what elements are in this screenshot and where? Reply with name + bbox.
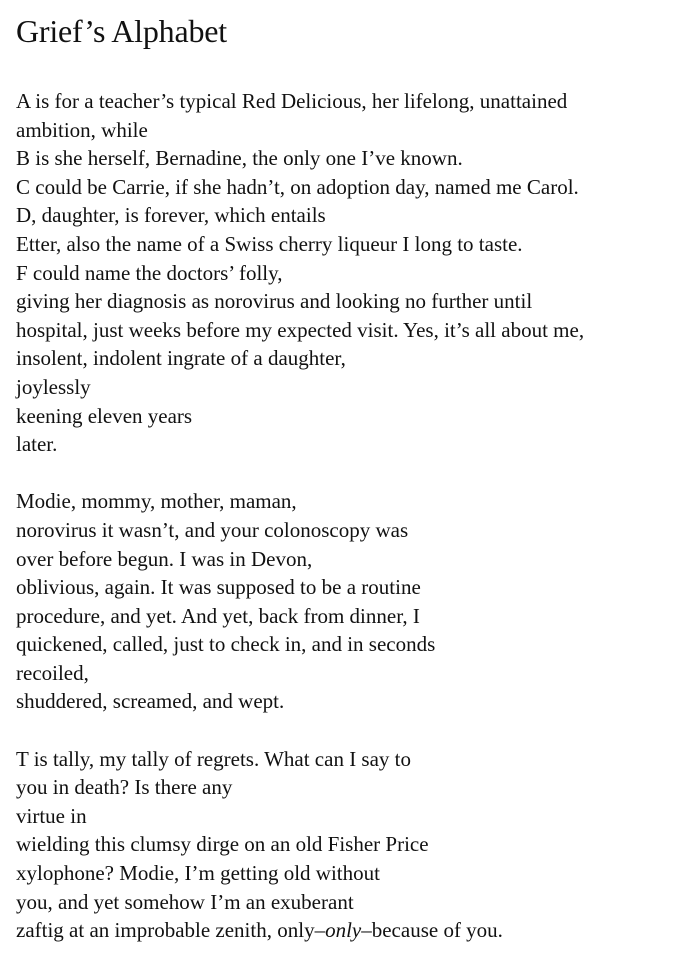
poem-line: A is for a teacher’s typical Red Delicious, her lifelong, unattained (16, 89, 568, 113)
emphasized-word: only (325, 918, 362, 943)
poem-line: norovirus it wasn’t, and your colonoscopy was (16, 517, 409, 542)
poem-line: recoiled, (16, 660, 89, 685)
poem (16, 14, 672, 973)
poem-line: keening eleven years (16, 403, 193, 428)
poem-line: insolent, indolent ingrate of a daughter, (16, 346, 346, 371)
poem-line: B is she herself, Bernadine, the only one I’ve known. (16, 146, 463, 171)
poem-line: Etter, also the name of a Swiss cherry liqueur I long to taste. (16, 231, 523, 256)
poem-line: C could be Carrie, if she hadn’t, on adoption day, named me Carol. (16, 174, 579, 199)
stanza-3 (16, 745, 672, 945)
poem-last-line (16, 916, 672, 945)
poem-line: hospital, just weeks before my expected visit. Yes, it’s all about me, (16, 317, 585, 342)
poem-line: later. (16, 432, 58, 457)
poem-title: Grief’s Alphabet (16, 13, 227, 49)
poem-line: wielding this clumsy dirge on an old Fisher Price (16, 832, 429, 857)
poem-line: xylophone? Modie, I’m getting old without (16, 861, 380, 886)
stanza-2 (16, 487, 672, 716)
last-line-end: –because of you. (361, 918, 503, 943)
poem-line: you in death? Is there any (16, 775, 233, 800)
poem-line: quickened, called, just to check in, and in seconds (16, 632, 436, 657)
poem-line: ambition, while (16, 117, 148, 142)
poem-line: oblivious, again. It was supposed to be a routine (16, 575, 421, 600)
poem-line: T is tally, my tally of regrets. What can I say to (16, 746, 412, 771)
poem-line: over before begun. I was in Devon, (16, 546, 313, 571)
stanza-1 (16, 87, 672, 459)
poem-line: D, daughter, is forever, which entails (16, 203, 326, 228)
poem-line: shuddered, screamed, and wept. (16, 689, 285, 714)
poem-line: virtue in (16, 803, 87, 828)
poem-line: joylessly (16, 374, 91, 399)
poem-line: you, and yet somehow I’m an exuberant (16, 889, 354, 914)
poem-line: Modie, mommy, mother, maman, (16, 489, 297, 514)
poem-line: procedure, and yet. And yet, back from dinner, I (16, 603, 420, 628)
poem-line: F could name the doctors’ folly, (16, 260, 283, 285)
last-line-start: zaftig at an improbable zenith, only– (16, 918, 326, 943)
poem-line: giving her diagnosis as norovirus and looking no further until (16, 289, 533, 314)
